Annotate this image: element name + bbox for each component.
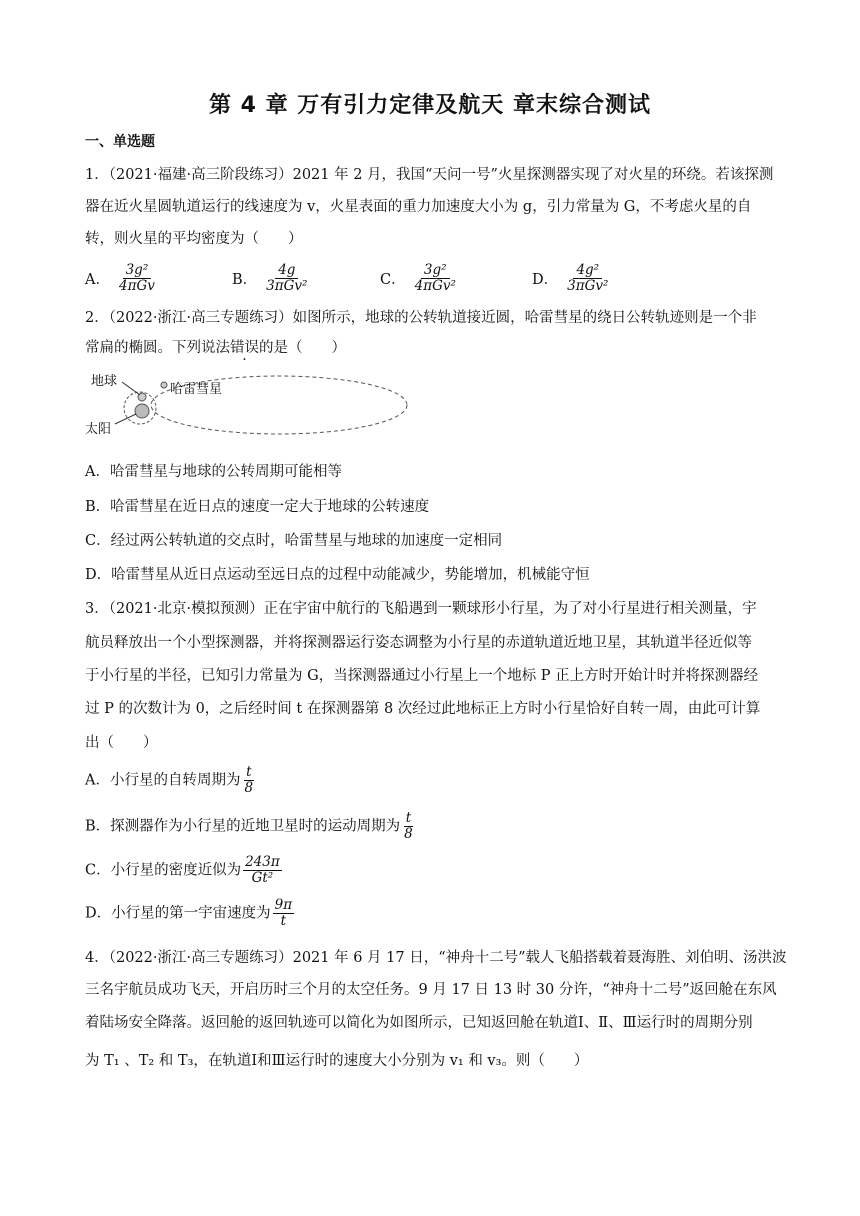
q3-line-1: 3．（2021·北京·模拟预测）正在宇宙中航行的飞船遇到一颗球形小行星，为了对小行星进行相关测量，宇 <box>85 601 757 617</box>
q3-line-2: 航员释放出一个小型探测器，并将探测器运行姿态调整为小行星的赤道轨道近地卫星，其轨道半径近似等 <box>85 635 752 651</box>
q3-option-b[interactable] <box>85 811 415 842</box>
fraction <box>402 811 415 842</box>
fraction-denominator: 8 <box>404 826 413 842</box>
sun-shape <box>135 404 149 418</box>
fraction <box>412 263 459 294</box>
q4-line-4: 为 T₁ 、T₂ 和 T₃，在轨道Ⅰ和Ⅲ运行时的速度大小分别为 v₁ 和 v₃。则（ ） <box>85 1053 589 1069</box>
q3-line-3: 于小行星的半径，已知引力常量为 G，当探测器通过小行星上一个地标 P 正上方时开始计时并将探测器经 <box>85 668 759 684</box>
option-text: D．小行星的第一宇宙速度为 <box>85 905 271 922</box>
option-text: B．探测器作为小行星的近地卫星时的运动周期为 <box>85 818 401 835</box>
fraction <box>564 263 611 294</box>
fraction-numerator: 3g² <box>421 263 450 279</box>
q2-option-a[interactable]: A．哈雷彗星与地球的公转周期可能相等 <box>85 464 342 480</box>
q3-option-c[interactable] <box>85 855 282 886</box>
q4-line-2: 三名宇航员成功飞天，开启历时三个月的太空任务。9 月 17 日 13 时 30 分许，“神舟十二号”返回舱在东风 <box>85 982 777 998</box>
fraction <box>263 263 310 294</box>
fraction-numerator: 9π <box>274 897 293 913</box>
q2-line-1: 2．（2022·浙江·高三专题练习）如图所示，地球的公转轨道接近圆，哈雷彗星的绕日公转轨迹则是一个非 <box>85 310 757 326</box>
label-comet: 哈雷彗星 <box>170 382 223 397</box>
orbit-diagram <box>85 368 415 440</box>
q1-options <box>85 255 785 295</box>
q1-option-a[interactable] <box>85 263 158 294</box>
q3-line-4: 过 P 的次数计为 0，之后经时间 t 在探测器第 8 次经过此地标正上方时小行星恰好自转一周，由此可计算 <box>85 701 761 717</box>
page-title: 第 4 章 万有引力定律及航天 章末综合测试 <box>209 93 651 118</box>
option-label: C． <box>380 272 406 288</box>
q1-line-3: 转，则火星的平均密度为（ ） <box>85 231 303 247</box>
fraction-denominator: 4πGv <box>118 278 155 294</box>
fraction-denominator: 3πGv² <box>266 278 308 294</box>
label-earth: 地球 <box>91 374 118 389</box>
section-heading: 一、单选题 <box>85 134 155 150</box>
comet-shape <box>161 382 167 388</box>
q4-line-1: 4．（2022·浙江·高三专题练习）2021 年 6 月 17 日，“神舟十二号”载人飞船搭载着聂海胜、刘伯明、汤洪波 <box>85 950 787 966</box>
option-text: C．小行星的密度近似为 <box>85 862 242 879</box>
q2-line-2 <box>85 336 346 357</box>
fraction-numerator: 3g² <box>123 263 152 279</box>
option-text: A．小行星的自转周期为 <box>85 772 241 789</box>
q1-option-b[interactable] <box>232 263 310 294</box>
fraction-denominator: Gt² <box>251 870 274 886</box>
fraction-denominator: t <box>280 913 287 929</box>
option-label: D． <box>532 272 559 288</box>
orbit-figure <box>85 368 415 440</box>
fraction-denominator: 4πGv² <box>414 278 456 294</box>
fraction-numerator: 4g <box>275 263 298 279</box>
option-label: B． <box>232 272 258 288</box>
fraction <box>243 855 282 886</box>
earth-leader-line <box>122 382 140 395</box>
label-sun: 太阳 <box>85 422 112 437</box>
fraction-denominator: 3πGv² <box>567 278 609 294</box>
q3-option-d[interactable] <box>85 898 294 929</box>
fraction-numerator: 4g² <box>573 263 602 279</box>
q2-option-c[interactable]: C．经过两公转轨道的交点时，哈雷彗星与地球的加速度一定相同 <box>85 533 503 549</box>
fraction <box>116 263 158 294</box>
fraction <box>242 765 255 796</box>
q2-line-2-post: 的是（ ） <box>259 340 346 356</box>
option-label: A． <box>85 272 110 288</box>
fraction <box>273 898 294 929</box>
q1-option-d[interactable] <box>532 263 611 294</box>
q2-option-b[interactable]: B．哈雷彗星在近日点的速度一定大于地球的公转速度 <box>85 499 430 515</box>
q2-line-2-pre: 常扁的椭圆。下列说法 <box>85 340 230 356</box>
fraction-numerator: 243π <box>245 854 280 870</box>
q3-line-5: 出（ ） <box>85 735 158 751</box>
fraction-numerator: t <box>246 764 252 780</box>
emphasis-word: 错误 <box>230 340 259 356</box>
fraction-denominator: 8 <box>244 780 254 796</box>
q1-line-1: 1．（2021·福建·高三阶段练习）2021 年 2 月，我国“天问一号”火星探测器实现了对火星的环绕。若该探测 <box>85 167 774 183</box>
q1-option-c[interactable] <box>380 263 459 294</box>
fraction-numerator: t <box>405 810 412 826</box>
q4-line-3: 着陆场安全降落。返回舱的返回轨迹可以简化为如图所示，已知返回舱在轨道Ⅰ、Ⅱ、Ⅲ运行时的周期分别 <box>85 1015 753 1031</box>
q1-line-2: 器在近火星圆轨道运行的线速度为 v，火星表面的重力加速度大小为 g，引力常量为 G，不考虑火星的自 <box>85 199 752 215</box>
q2-option-d[interactable]: D．哈雷彗星从近日点运动至远日点的过程中动能减少，势能增加，机械能守恒 <box>85 567 590 583</box>
q3-option-a[interactable] <box>85 765 255 796</box>
